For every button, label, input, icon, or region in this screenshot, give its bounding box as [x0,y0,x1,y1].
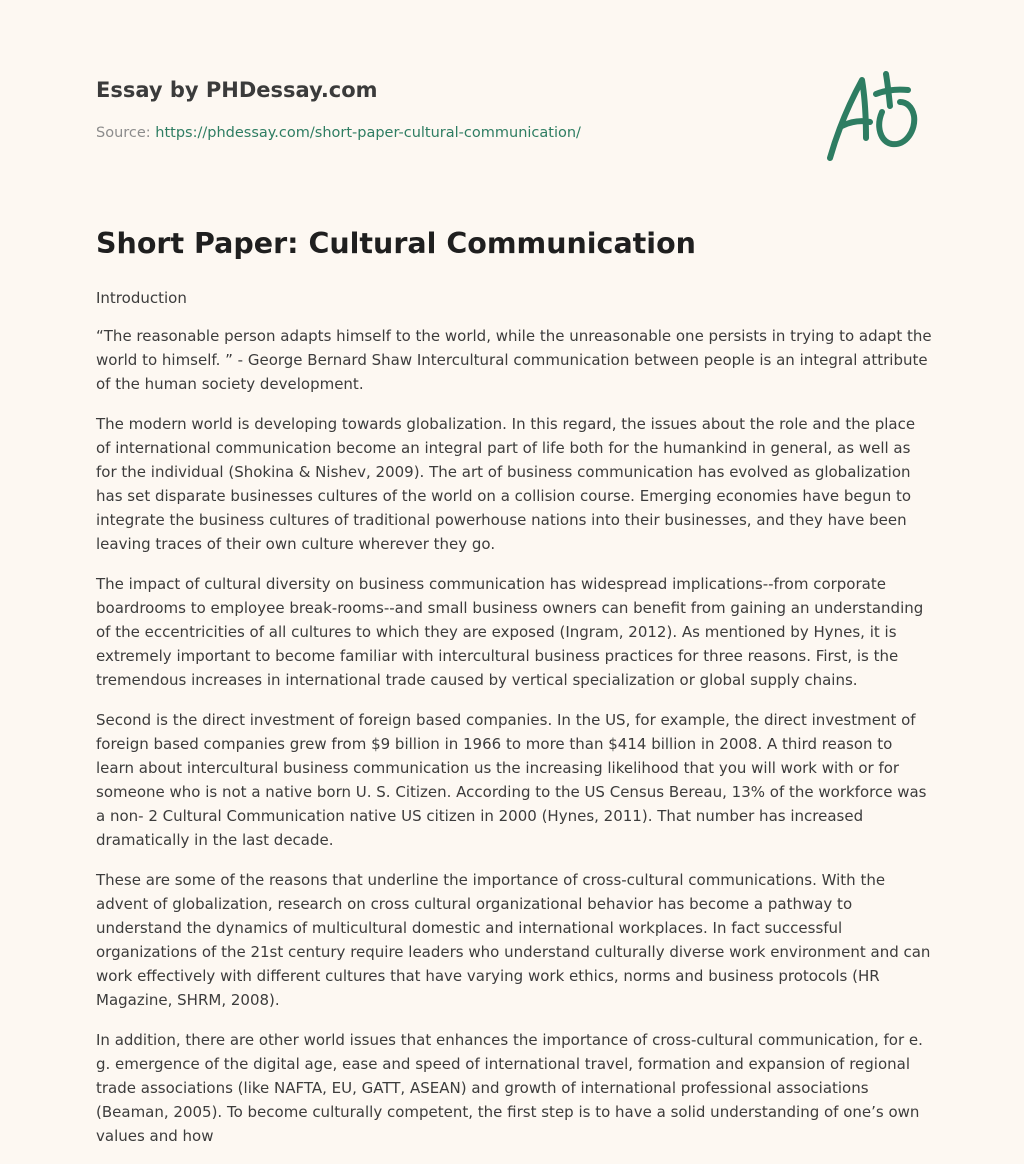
a-plus-logo-icon [820,68,930,164]
essay-paragraph: The impact of cultural diversity on business communication has widespread implications--from corporate boardrooms to employee break-rooms--and small business owners can benefit from gaining an understanding of the eccentricities of all cultures to which they are exposed (Ingram, 2012). As mentioned by Hynes, it is extremely important to become familiar with intercultural business practices for three reasons. First, is the tremendous increases in international trade caused by vertical specialization or global supply chains. [96,575,924,689]
essay-paragraph: Second is the direct investment of foreign based companies. In the US, for example, the direct investment of foreign based companies grew from $9 billion in 1966 to more than $414 billion in 2008. A third reason to learn about intercultural business communication us the increasing likelihood that you will work with or for someone who is not a native born U. S. Citizen. According to the US Census Bereau, 13% of the workforce was a non- 2 Cultural Communication native US citizen in 2000 (Hynes, 2011). That number has increased dramatically in the last decade. [96,711,927,849]
source-link[interactable]: https://phdessay.com/short-paper-cultural-communication/ [155,125,581,141]
essay-paragraph: These are some of the reasons that underline the importance of cross-cultural communications. With the advent of globalization, research on cross cultural organizational behavior has become a pathway to understand the dynamics of multicultural domestic and international workplaces. In fact successful organizations of the 21st century require leaders who understand culturally diverse work environment and can work effectively with different cultures that have varying work ethics, norms and business protocols (HR Magazine, SHRM, 2008). [96,871,931,1009]
essay-body [96,286,932,1164]
essay-paragraph: “The reasonable person adapts himself to the world, while the unreasonable one persists in trying to adapt the world to himself. ” - George Bernard Shaw Intercultural communication between people is an integral attribute of the human society development. [96,327,932,393]
essay-paragraph: The modern world is developing towards globalization. In this regard, the issues about the role and the place of international communication become an integral part of life both for the humankind in general, as well as for the individual (Shokina & Nishev, 2009). The art of business communication has evolved as globalization has set disparate businesses cultures of the world on a collision course. Emerging economies have begun to integrate the business cultures of traditional powerhouse nations into their businesses, and they have been leaving traces of their own culture wherever they go. [96,415,916,553]
section-heading: Introduction [96,289,187,307]
site-title: Essay by PHDessay.com [96,78,378,102]
source-line [96,124,581,142]
essay-paragraph: In addition, there are other world issues that enhances the importance of cross-cultural communication, for e. g. emergence of the digital age, ease and speed of international travel, formation and expansion of regional trade associations (like NAFTA, EU, GATT, ASEAN) and growth of international professional associations (Beaman, 2005). To become culturally competent, the first step is to have a solid understanding of one’s own values and how [96,1031,923,1145]
essay-title: Short Paper: Cultural Communication [96,227,696,260]
source-label: Source: [96,125,156,141]
